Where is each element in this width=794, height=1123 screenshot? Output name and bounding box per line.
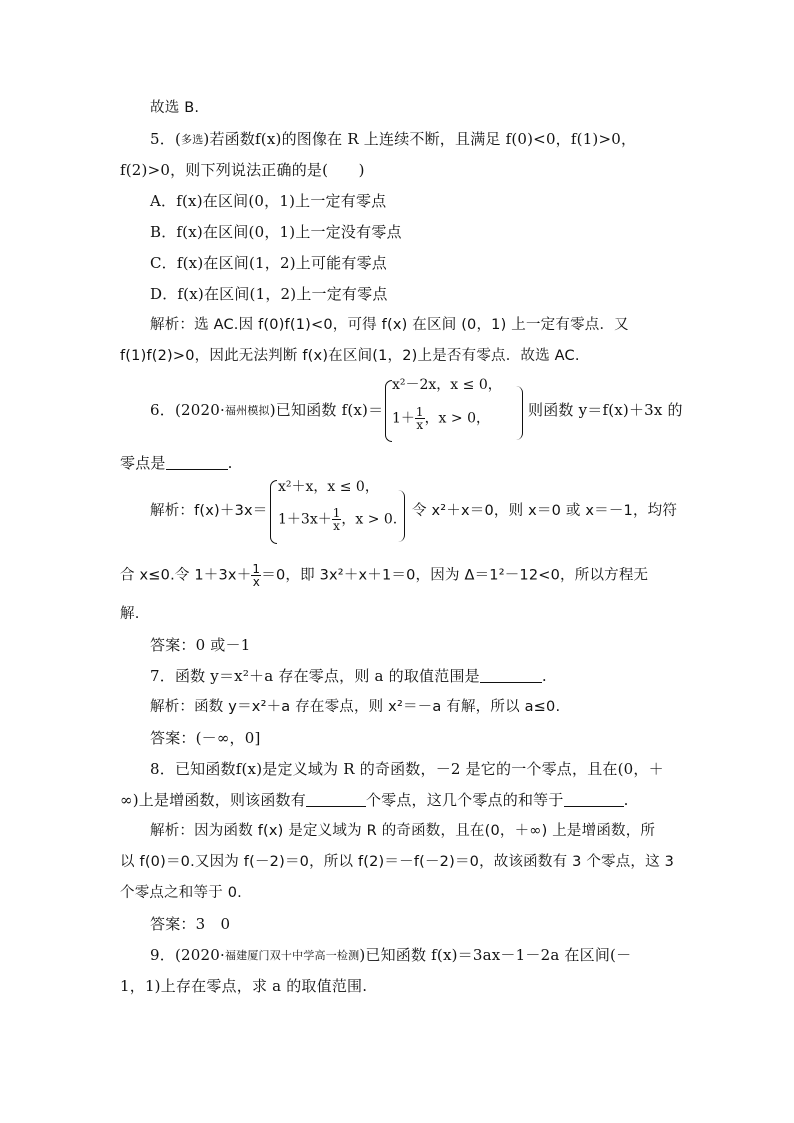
fraction: $\frac{1}{x}$ — [415, 405, 424, 432]
answer-blank[interactable] — [306, 792, 366, 807]
answer-blank[interactable] — [166, 455, 228, 470]
option-d: D．f(x)在区间(1，2)上一定有零点 — [150, 285, 388, 303]
solution-line: 个零点之和等于 0. — [120, 885, 242, 901]
solution-line: f(1)f(2)>0，因此无法判断 f(x)在区间(1，2)上是否有零点．故选 AC. — [120, 348, 580, 364]
option-a: A．f(x)在区间(0，1)上一定有零点 — [150, 192, 387, 210]
left-brace — [385, 380, 392, 442]
question-8-line-2: ∞)上是增函数，则该函数有 个零点，这几个零点的和等于 . — [120, 791, 629, 809]
question-6-line-1: 6．(2020·福州模拟)已知函数 f(x)＝ — [150, 401, 384, 419]
solution-line: 解析：f(x)＋3x＝ — [150, 503, 268, 519]
question-tag: 多选 — [181, 133, 204, 146]
solution-line: 解析：因为函数 f(x) 是定义域为 R 的奇函数，且在(0，＋∞) 上是增函数，所 — [150, 823, 656, 839]
option-b: B．f(x)在区间(0，1)上一定没有零点 — [150, 223, 402, 241]
text-line: 故选 B. — [150, 100, 200, 116]
piecewise-case-2: 1＋3x＋ $\frac{1}{x}$ ，x > 0. — [278, 506, 398, 533]
fraction: $\frac{1}{x}$ — [252, 562, 261, 589]
piecewise-case-1: x²－2x，x ≤ 0， — [392, 377, 502, 393]
solution-line: 以 f(0)＝0.又因为 f(－2)＝0，所以 f(2)＝－f(－2)＝0，故该函数有 3 个零点，这 3 — [120, 854, 675, 870]
answer-line: 答案：(－∞，0] — [150, 729, 261, 747]
piecewise-case-2: 1＋ $\frac{1}{x}$ ，x > 0， — [392, 405, 490, 432]
solution-line: 解. — [120, 606, 140, 622]
fraction: $\frac{1}{x}$ — [332, 506, 341, 533]
answer-line: 答案：0 或－1 — [150, 636, 251, 654]
option-c: C．f(x)在区间(1，2)上可能有零点 — [150, 254, 387, 272]
answer-blank[interactable] — [564, 792, 624, 807]
solution-line: 解析：函数 y＝x²＋a 存在零点，则 x²＝－a 有解，所以 a≤0. — [150, 699, 561, 715]
solution-line: 合 x≤0.令 1＋3x＋ $\frac{1}{x}$ ＝0，即 3x²＋x＋1＝0，因为 Δ＝1²－12<0，所以方程无 — [120, 562, 649, 589]
question-6-line-2: 零点是 . — [120, 454, 233, 472]
left-brace — [270, 480, 277, 544]
question-5-line-2: f(2)>0，则下列说法正确的是( ) — [120, 161, 365, 179]
solution-line-end: 令 x²＋x＝0，则 x＝0 或 x＝－1，均符 — [412, 503, 678, 519]
answer-line: 答案：3 0 — [150, 915, 231, 933]
question-tag: 福州模拟 — [224, 404, 270, 417]
question-6-line-1-end: 则函数 y＝f(x)＋3x 的 — [528, 401, 683, 419]
question-5-line-1: 5．(多选)若函数f(x)的图像在 R 上连续不断，且满足 f(0)<0，f(1)>0， — [150, 130, 637, 148]
question-8-line-1: 8．已知函数f(x)是定义域为 R 的奇函数，－2 是它的一个零点，且在(0，＋ — [150, 760, 664, 778]
question-9-line-2: 1，1)上存在零点，求 a 的取值范围. — [120, 977, 368, 995]
right-brace — [398, 490, 405, 542]
question-tag: 福建厦门双十中学高一检测 — [224, 949, 360, 962]
piecewise-case-1: x²＋x，x ≤ 0， — [278, 479, 379, 495]
answer-blank[interactable] — [480, 668, 542, 683]
question-7-line: 7．函数 y＝x²＋a 存在零点，则 a 的取值范围是 . — [150, 667, 547, 685]
question-9-line-1: 9．(2020·福建厦门双十中学高一检测)已知函数 f(x)＝3ax－1－2a 在区间(－ — [150, 946, 632, 964]
right-brace — [516, 386, 523, 440]
solution-line: 解析：选 AC.因 f(0)f(1)<0，可得 f(x) 在区间 (0，1) 上一定有零点．又 — [150, 317, 629, 333]
